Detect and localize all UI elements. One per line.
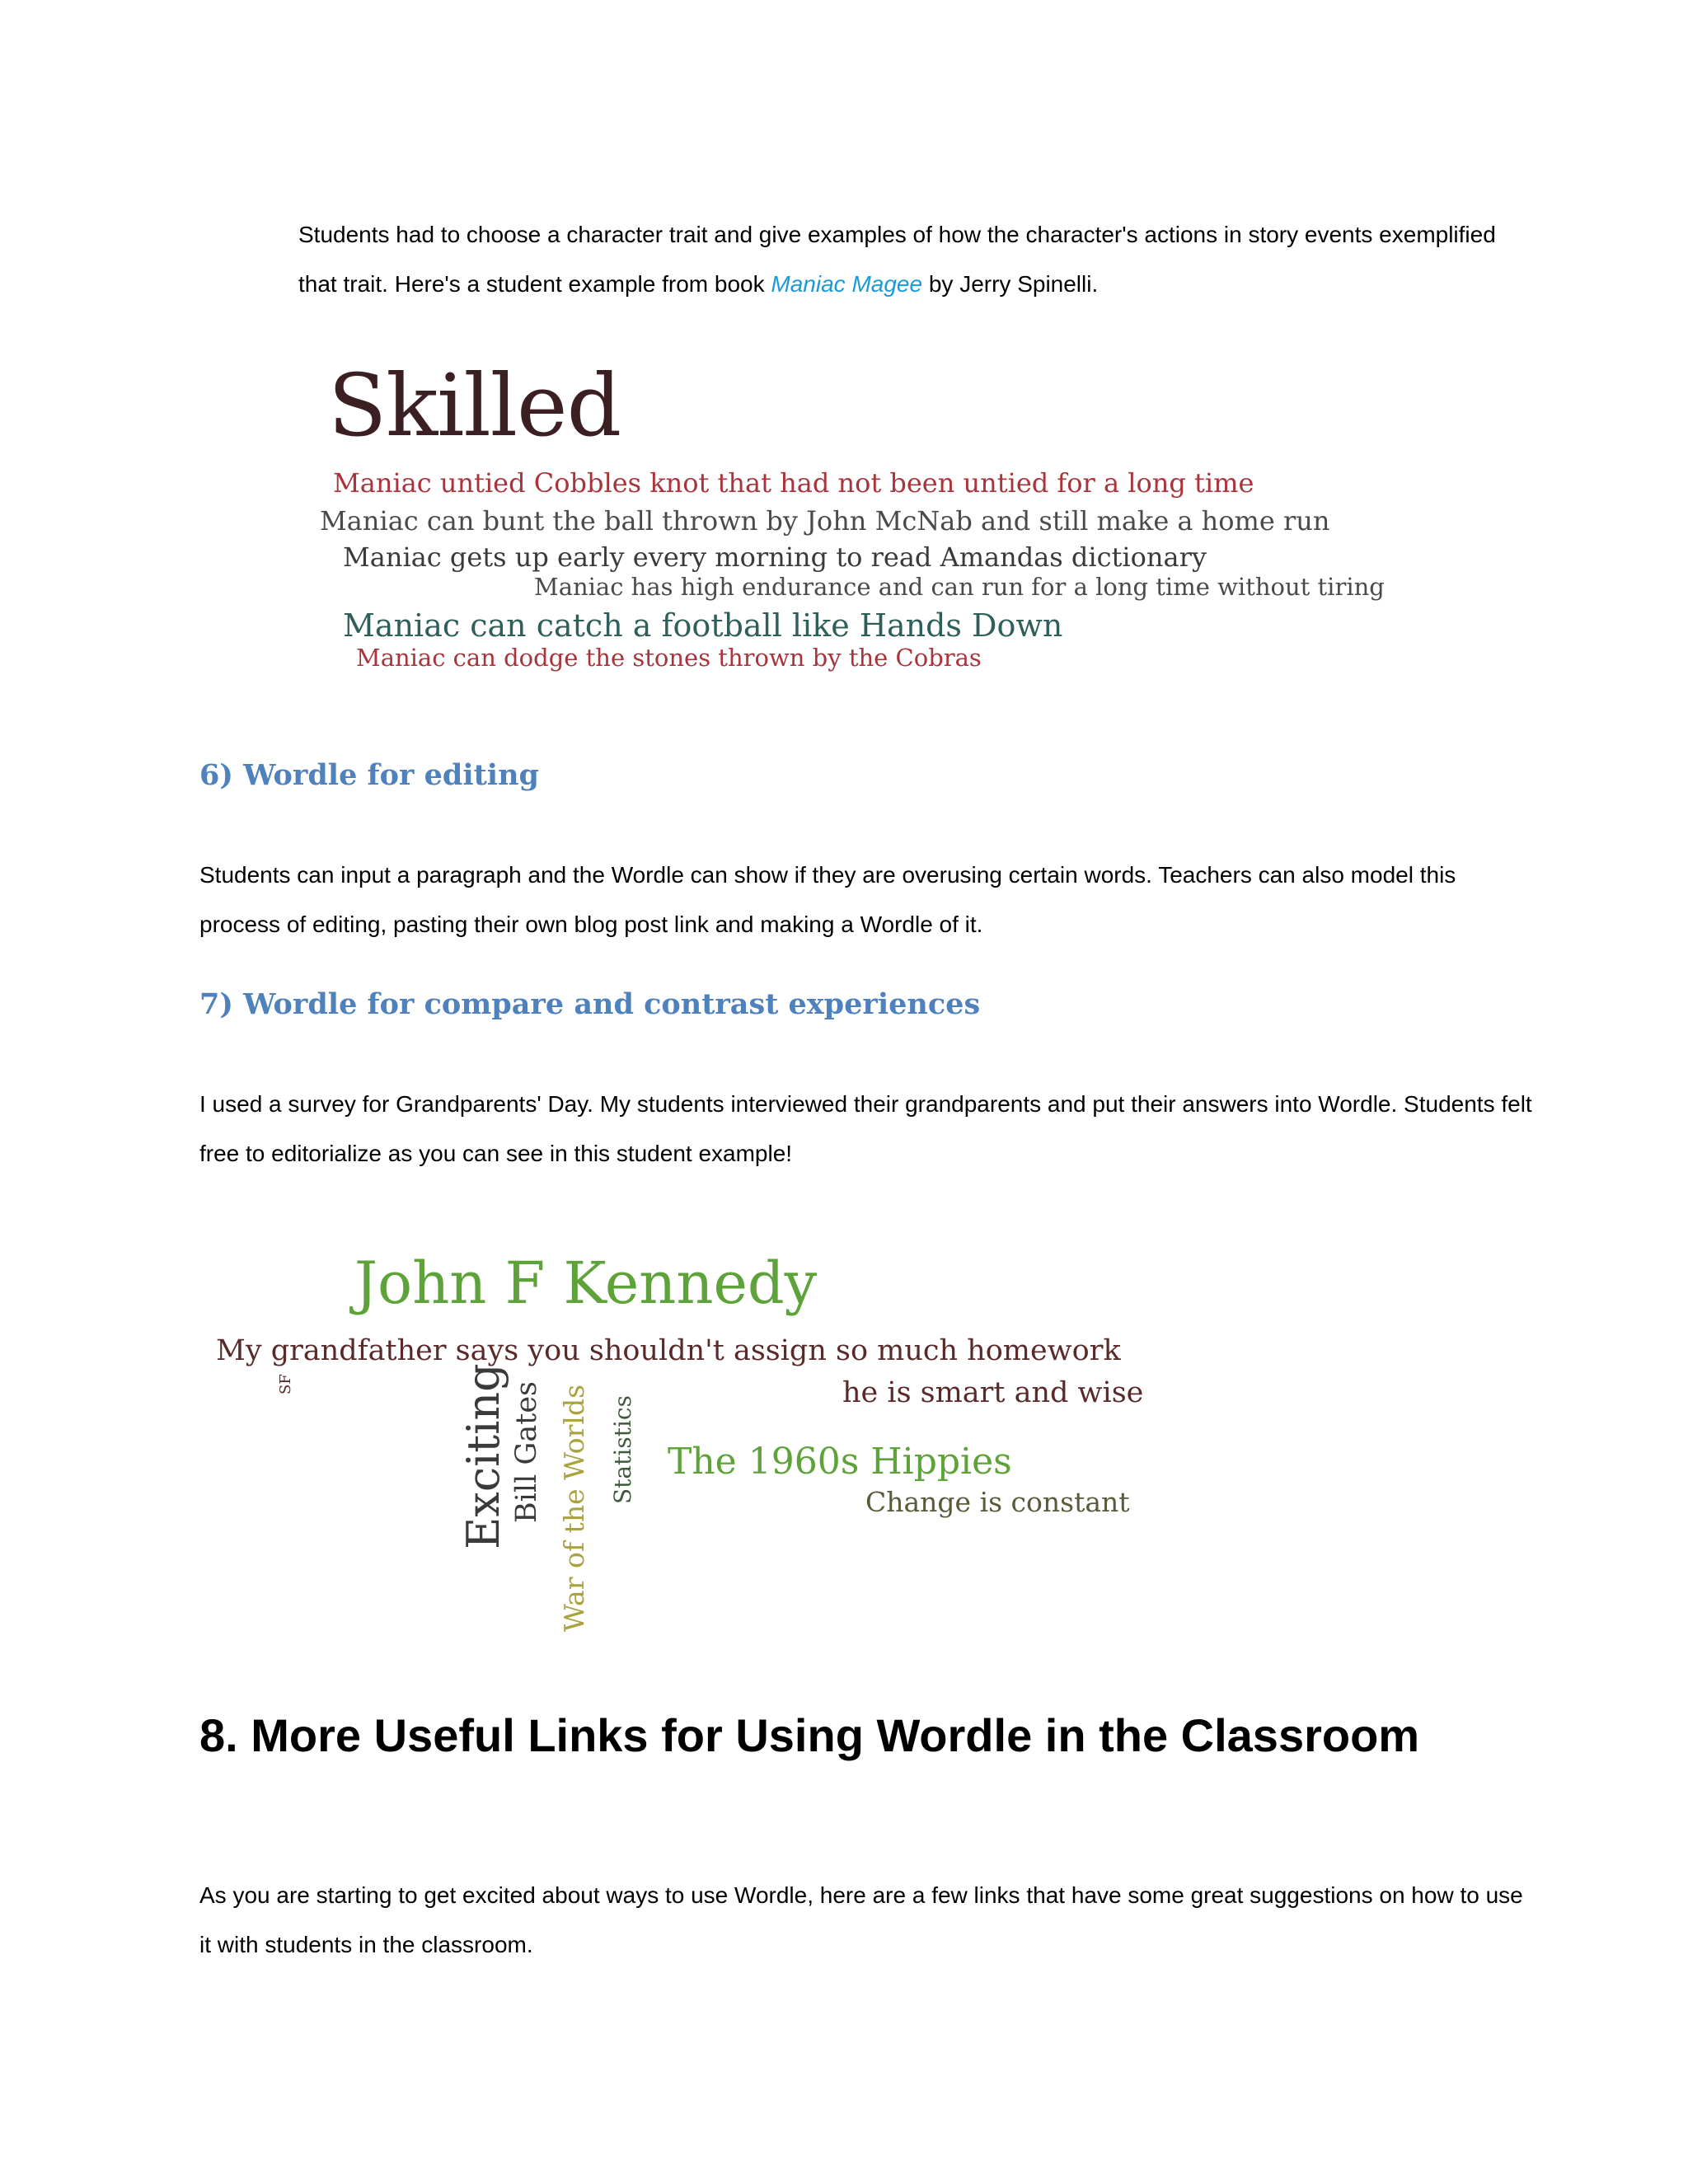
cloud-word-hippies: The 1960s Hippies xyxy=(668,1441,1012,1483)
intro-text-after: by Jerry Spinelli. xyxy=(922,271,1099,297)
paragraph-editing: Students can input a paragraph and the Wordle can show if they are overusing certain words. Teachers can also model this process of editing, pasting their own blog post link and making a Wordle of it. xyxy=(199,862,1456,937)
heading-wordle-compare-contrast: 7) Wordle for compare and contrast experiences xyxy=(199,987,981,1021)
cloud-word-bill-gates: Bill Gates xyxy=(510,1381,543,1523)
cloud-word-homework: My grandfather says you shouldn't assign so much homework xyxy=(216,1334,1121,1367)
heading-more-useful-links: 8. More Useful Links for Using Wordle in the Classroom xyxy=(199,1709,1420,1761)
book-title-link[interactable]: Maniac Magee xyxy=(771,271,923,297)
paragraph-grandparents-survey: I used a survey for Grandparents' Day. My students interviewed their grandparents and put their answers into Wordle. Students felt free to editorialize as you can see in this student example! xyxy=(199,1091,1532,1166)
cloud-word-exciting: Exciting xyxy=(457,1363,509,1549)
intro-paragraph xyxy=(298,210,1518,309)
cloud-line: Maniac can bunt the ball thrown by John McNab and still make a home run xyxy=(320,505,1330,537)
cloud-word-statistics: Statistics xyxy=(609,1395,636,1504)
heading-wordle-for-editing: 6) Wordle for editing xyxy=(199,758,540,792)
cloud-line: Maniac has high endurance and can run for a long time without tiring xyxy=(534,573,1385,601)
cloud-line: Maniac can dodge the stones thrown by the Cobras xyxy=(356,644,982,672)
cloud-line: Maniac gets up early every morning to read Amandas dictionary xyxy=(343,541,1207,573)
paragraph-useful-links: As you are starting to get excited about ways to use Wordle, here are a few links that have some great suggestions on how to use it with students in the classroom. xyxy=(199,1882,1523,1957)
cloud-line: Maniac untied Cobbles knot that had not been untied for a long time xyxy=(333,467,1254,499)
cloud-word-war-of-the-worlds: War of the Worlds xyxy=(558,1384,590,1632)
grandparents-word-cloud-image xyxy=(206,1236,1154,1665)
cloud-word-jfk: John F Kennedy xyxy=(354,1249,818,1317)
cloud-title-skilled: Skilled xyxy=(328,355,621,456)
cloud-word-change: Change is constant xyxy=(865,1486,1130,1518)
cloud-line: Maniac can catch a football like Hands Down xyxy=(343,607,1063,644)
skilled-word-cloud-image xyxy=(313,354,1385,701)
cloud-word-sf: SF xyxy=(277,1374,294,1394)
intro-text-before: Students had to choose a character trait and give examples of how the character's actions in story events exemplified that trait. Here's a student example from book xyxy=(298,222,1496,297)
cloud-word-smart: he is smart and wise xyxy=(842,1376,1144,1409)
